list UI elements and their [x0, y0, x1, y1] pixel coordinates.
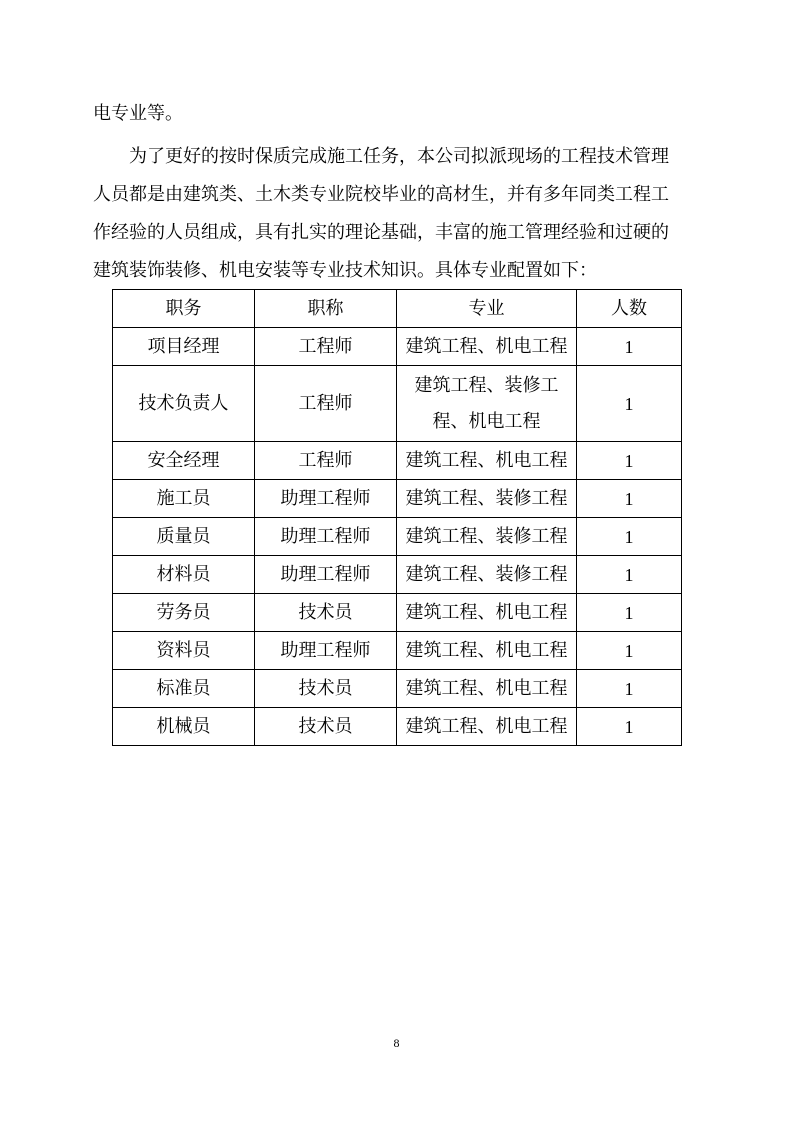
header-title: 职称 — [255, 290, 397, 328]
paragraph-line: 作经验的人员组成，具有扎实的理论基础，丰富的施工管理经验和过硬的 — [93, 222, 669, 243]
staff-table — [112, 289, 682, 746]
cell-role: 材料员 — [113, 556, 255, 594]
cell-title: 工程师 — [255, 328, 397, 366]
cell-count: 1 — [577, 328, 682, 366]
paragraph-line: 建筑装饰装修、机电安装等专业技术知识。具体专业配置如下： — [93, 260, 597, 281]
cell-count: 1 — [577, 366, 682, 442]
header-role: 职务 — [113, 290, 255, 328]
cell-role: 机械员 — [113, 708, 255, 746]
cell-role: 资料员 — [113, 632, 255, 670]
table-row — [113, 556, 682, 594]
table-row — [113, 328, 682, 366]
cell-count: 1 — [577, 708, 682, 746]
cell-role: 劳务员 — [113, 594, 255, 632]
header-count: 人数 — [577, 290, 682, 328]
cell-count: 1 — [577, 518, 682, 556]
table-header-row — [113, 290, 682, 328]
table-row — [113, 594, 682, 632]
cell-title: 技术员 — [255, 594, 397, 632]
cell-major: 建筑工程、机电工程 — [397, 594, 577, 632]
cell-count: 1 — [577, 670, 682, 708]
cell-role: 安全经理 — [113, 442, 255, 480]
cell-title: 助理工程师 — [255, 480, 397, 518]
cell-title: 助理工程师 — [255, 518, 397, 556]
cell-major: 建筑工程、机电工程 — [397, 670, 577, 708]
cell-count: 1 — [577, 442, 682, 480]
cell-major: 建筑工程、装修工程 — [397, 480, 577, 518]
cell-major: 建筑工程、装修工程、机电工程 — [397, 366, 577, 442]
page-number: 8 — [393, 1036, 400, 1050]
cell-title: 工程师 — [255, 366, 397, 442]
cell-major: 建筑工程、机电工程 — [397, 328, 577, 366]
cell-major: 建筑工程、装修工程 — [397, 518, 577, 556]
table-row — [113, 442, 682, 480]
cell-count: 1 — [577, 632, 682, 670]
cell-count: 1 — [577, 480, 682, 518]
table-row — [113, 708, 682, 746]
table-row — [113, 518, 682, 556]
table-row — [113, 670, 682, 708]
cell-count: 1 — [577, 556, 682, 594]
table-row — [113, 480, 682, 518]
cell-count: 1 — [577, 594, 682, 632]
cell-major: 建筑工程、机电工程 — [397, 442, 577, 480]
cell-major: 建筑工程、机电工程 — [397, 708, 577, 746]
cell-title: 技术员 — [255, 708, 397, 746]
cell-role: 施工员 — [113, 480, 255, 518]
table-row — [113, 366, 682, 442]
paragraph-line: 为了更好的按时保质完成施工任务，本公司拟派现场的工程技术管理 — [129, 146, 669, 167]
cell-title: 助理工程师 — [255, 632, 397, 670]
cell-title: 技术员 — [255, 670, 397, 708]
paragraph-line: 电专业等。 — [93, 103, 183, 124]
paragraph-line: 人员都是由建筑类、土木类专业院校毕业的高材生，并有多年同类工程工 — [93, 184, 669, 205]
cell-role: 质量员 — [113, 518, 255, 556]
cell-role: 技术负责人 — [113, 366, 255, 442]
table-row — [113, 632, 682, 670]
cell-role: 项目经理 — [113, 328, 255, 366]
cell-title: 工程师 — [255, 442, 397, 480]
cell-major: 建筑工程、机电工程 — [397, 632, 577, 670]
cell-role: 标准员 — [113, 670, 255, 708]
cell-title: 助理工程师 — [255, 556, 397, 594]
cell-major: 建筑工程、装修工程 — [397, 556, 577, 594]
header-major: 专业 — [397, 290, 577, 328]
